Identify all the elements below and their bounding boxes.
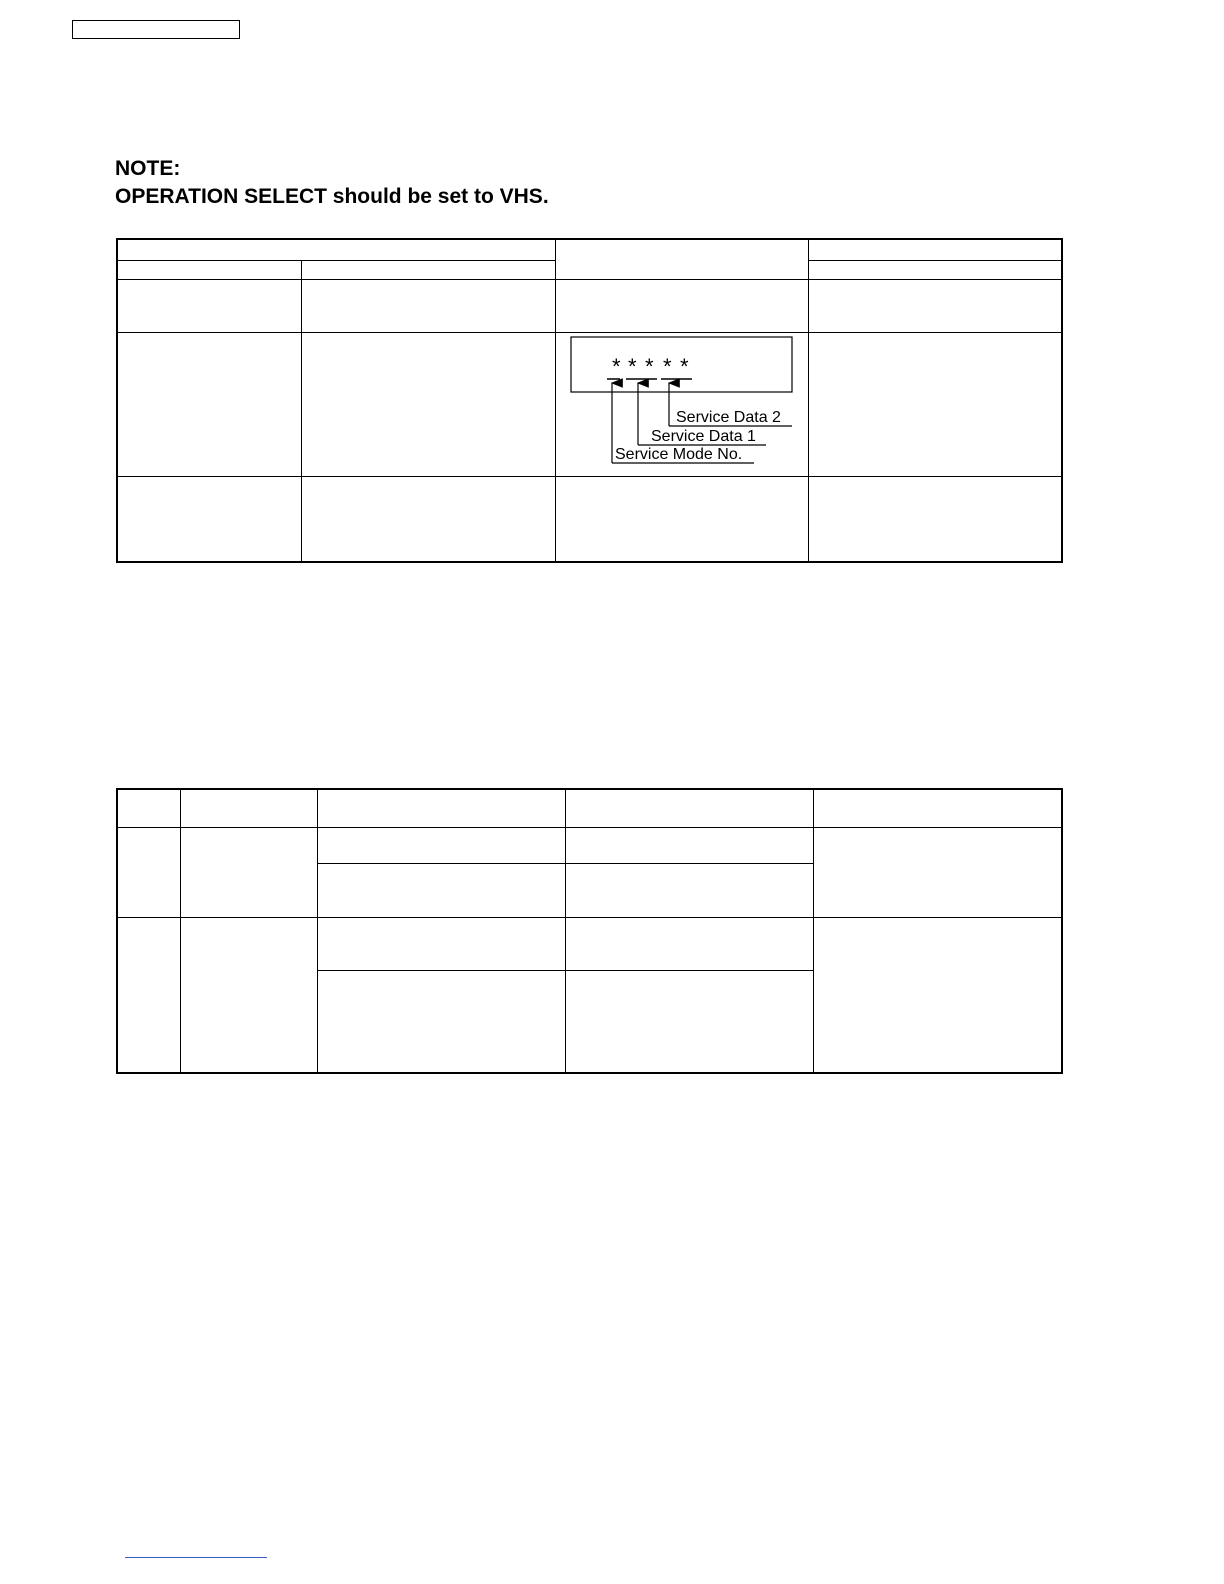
display-diagram-cell: [555, 332, 808, 476]
table1-subheader-cell: [117, 260, 301, 279]
display-char: *: [627, 353, 637, 379]
note-heading: NOTE:: [115, 157, 181, 180]
table2-cell: [813, 827, 1062, 917]
note-text: OPERATION SELECT should be set to VHS.: [115, 185, 549, 208]
table1-cell: [555, 476, 808, 562]
table1-cell: [808, 476, 1062, 562]
table1-cell: [808, 279, 1062, 332]
table2-header-cell: [180, 789, 317, 827]
table2-cell: [317, 827, 565, 863]
table1-subheader-cell: [808, 260, 1062, 279]
table1-cell: [301, 279, 555, 332]
table2-cell: [565, 827, 813, 863]
service-data-table: [116, 788, 1063, 1074]
table2-cell: [317, 917, 565, 970]
service-data-1-label: Service Data 1: [650, 427, 756, 445]
table2-cell: [565, 917, 813, 970]
table2-cell: [117, 827, 180, 917]
service-mode-table: [116, 238, 1063, 563]
table1-cell: [117, 476, 301, 562]
footer-link-underline[interactable]: [125, 1557, 267, 1558]
table2-cell: [317, 970, 565, 1073]
table1-header-cell: [117, 239, 555, 260]
display-char: *: [662, 353, 672, 379]
table2-header-cell: [565, 789, 813, 827]
table2-cell: [565, 863, 813, 917]
service-data-2-label: Service Data 2: [675, 408, 781, 426]
display-char: *: [644, 353, 654, 379]
table2-cell: [180, 917, 317, 1073]
table2-cell: [317, 863, 565, 917]
display-char: *: [611, 353, 621, 379]
table1-cell: [808, 332, 1062, 476]
table1-cell: [117, 279, 301, 332]
table2-header-cell: [317, 789, 565, 827]
header-box: [72, 20, 240, 39]
table2-cell: [180, 827, 317, 917]
table1-header-cell: [555, 239, 808, 279]
table2-header-cell: [117, 789, 180, 827]
display-char: *: [679, 353, 689, 379]
table1-cell: [555, 279, 808, 332]
table2-header-cell: [813, 789, 1062, 827]
table1-cell: [117, 332, 301, 476]
table1-cell: [301, 332, 555, 476]
table1-cell: [301, 476, 555, 562]
table2-cell: [813, 917, 1062, 1073]
table1-header-cell: [808, 239, 1062, 260]
service-mode-no-label: Service Mode No.: [614, 445, 742, 463]
display-diagram: [556, 333, 808, 471]
table2-cell: [117, 917, 180, 1073]
table2-cell: [565, 970, 813, 1073]
table1-subheader-cell: [301, 260, 555, 279]
